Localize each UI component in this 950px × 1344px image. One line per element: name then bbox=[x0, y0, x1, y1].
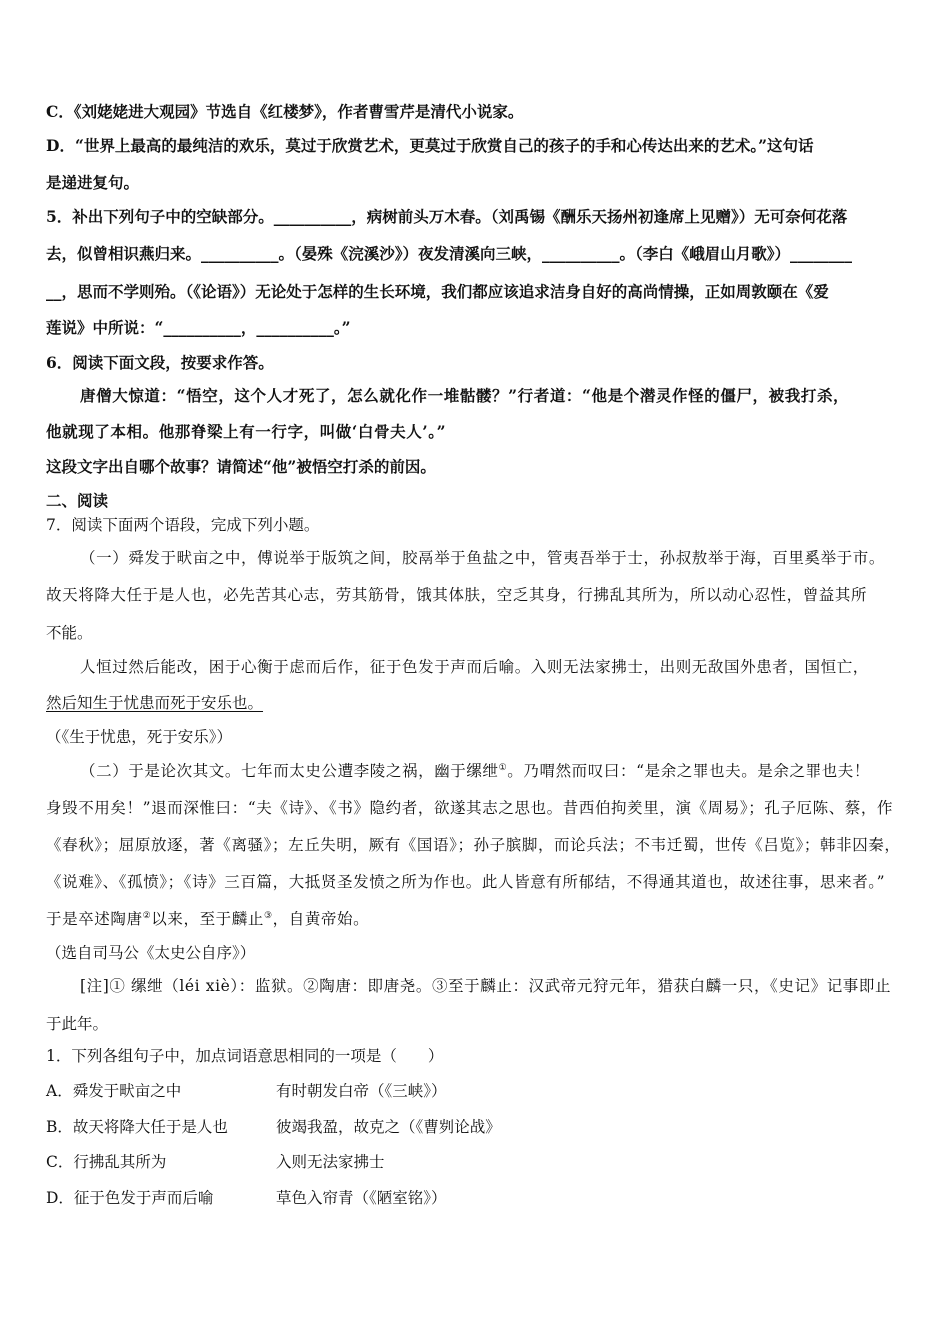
sub1-option-a-right: 有时朝发白帝（《三峡》） bbox=[276, 1082, 447, 1100]
q7-p2-line1: 人恒过然后能改，困于心衡于虑而后作，征于色发于声而后喻。入则无法家拂士，出则无敌国外患者，国恒亡， bbox=[80, 658, 869, 676]
q7-p3-line3: 《春秋》；屈原放逐，著《离骚》；左丘失明，厥有《国语》；孙子膑脚，而论兵法；不韦迁蜀，世传《吕览》；韩非囚秦， bbox=[46, 836, 901, 854]
q7-p3-line1-a: （二）于是论次其文。七年而太史公遭李陵之祸，幽于缧绁 bbox=[80, 762, 499, 780]
sub1-option-c-left: C．行拂乱其所为 bbox=[46, 1153, 167, 1171]
q6-passage-line2: 他就现了本相。他那脊梁上有一行字，叫做‘白骨夫人’。” bbox=[46, 422, 447, 441]
option-c: C．《刘姥姥进大观园》节选自《红楼梦》，作者曹雪芹是清代小说家。 bbox=[46, 102, 524, 121]
section-title: 二、阅读 bbox=[46, 491, 109, 510]
q7-source2: （选自司马公《太史公自序》） bbox=[46, 944, 256, 962]
q5-line1: 5．补出下列句子中的空缺部分。__________，病树前头万木春。（刘禹锡《酬乐天扬州初逢席上见赠》）无可奈何花落 bbox=[46, 207, 848, 226]
sub1-option-d-right: 草色入帘青（《陋室铭》） bbox=[276, 1189, 447, 1207]
q7-source1: （《生于忧患，死于安乐》） bbox=[46, 728, 233, 746]
sub1-option-c-right: 入则无法家拂士 bbox=[276, 1153, 385, 1171]
q7-p3-line5-a: 于是卒述陶唐 bbox=[46, 910, 143, 928]
option-d-line2: 是递进复句。 bbox=[46, 173, 140, 192]
q7-p1-line1: （一）舜发于畎亩之中，傅说举于版筑之间，胶鬲举于鱼盐之中，管夷吾举于士，孙叔敖举于海，百里奚举于市。 bbox=[80, 549, 886, 567]
note-line1: [注]① 缧绁（léi xiè）：监狱。②陶唐：即唐尧。③至于麟止：汉武帝元狩元年，猎获白麟一只，《史记》记事即止 bbox=[80, 977, 892, 995]
q7-p3-line1-b: 。乃喟然而叹曰：“是余之罪也夫。是余之罪也夫！ bbox=[507, 762, 871, 780]
q6-intro: 6．阅读下面文段，按要求作答。 bbox=[46, 353, 274, 372]
footnote-marker-2: ② bbox=[142, 910, 152, 921]
sub1-option-a-left: A．舜发于畎亩之中 bbox=[46, 1082, 182, 1100]
q6-question: 这段文字出自哪个故事？请简述“他”被悟空打杀的前因。 bbox=[46, 457, 436, 476]
sub1-option-d-left: D．征于色发于声而后喻 bbox=[46, 1189, 214, 1207]
q7-p2-line2: 然后知生于忧患而死于安乐也。 bbox=[46, 694, 264, 712]
footnote-marker-1: ① bbox=[498, 762, 508, 773]
q7-p3-line2: 身毁不用矣！”退而深惟曰：“夫《诗》、《书》隐约者，欲遂其志之思也。昔西伯拘羑里，演《周易》；孔子厄陈、蔡，作 bbox=[46, 799, 894, 817]
q7-p3-line1 bbox=[80, 760, 912, 782]
q7-p3-line5 bbox=[46, 908, 912, 930]
q5-line4: 莲说》中所说：“__________，__________。” bbox=[46, 318, 351, 337]
footnote-marker-3: ③ bbox=[263, 910, 273, 921]
q7-p3-line5-c: ，自黄帝始。 bbox=[272, 910, 370, 928]
q7-intro: 7．阅读下面两个语段，完成下列小题。 bbox=[46, 516, 320, 534]
q7-p1-line2: 故天将降大任于是人也，必先苦其心志，劳其筋骨，饿其体肤，空乏其身，行拂乱其所为，所以动心忍性，曾益其所 bbox=[46, 586, 868, 604]
q7-p1-line3: 不能。 bbox=[46, 624, 93, 642]
q5-line3: __，思而不学则殆。（《论语》）无论处于怎样的生长环境，我们都应该追求洁身自好的高尚情操，正如周敦颐在《爱 bbox=[46, 282, 829, 301]
sub1-question: 1．下列各组句子中，加点词语意思相同的一项是（ ） bbox=[46, 1047, 444, 1065]
sub1-option-b-right: 彼竭我盈，故克之（《曹刿论战》 bbox=[276, 1118, 501, 1136]
q5-line2: 去，似曾相识燕归来。__________。（晏殊《浣溪沙》）夜发清溪向三峡，__________。（李白《峨眉山月歌》）________ bbox=[46, 244, 853, 263]
q6-passage-line1: 唐僧大惊道：“悟空，这个人才死了，怎么就化作一堆骷髅？”行者道：“他是个潜灵作怪的僵尸，被我打杀， bbox=[80, 386, 850, 405]
option-d-line1: D．“世界上最高的最纯洁的欢乐，莫过于欣赏艺术，更莫过于欣赏自己的孩子的手和心传达出来的艺术。”这句话 bbox=[46, 136, 814, 155]
sub1-option-b-left: B．故天将降大任于是人也 bbox=[46, 1118, 228, 1136]
q7-p3-line5-b: 以来，至于麟止 bbox=[151, 910, 264, 928]
note-line2: 于此年。 bbox=[46, 1015, 109, 1033]
q7-p3-line4: 《说难》、《孤愤》；《诗》三百篇，大抵贤圣发愤之所为作也。此人皆意有所郁结，不得通其道也，故述往事，思来者。” bbox=[46, 873, 886, 891]
